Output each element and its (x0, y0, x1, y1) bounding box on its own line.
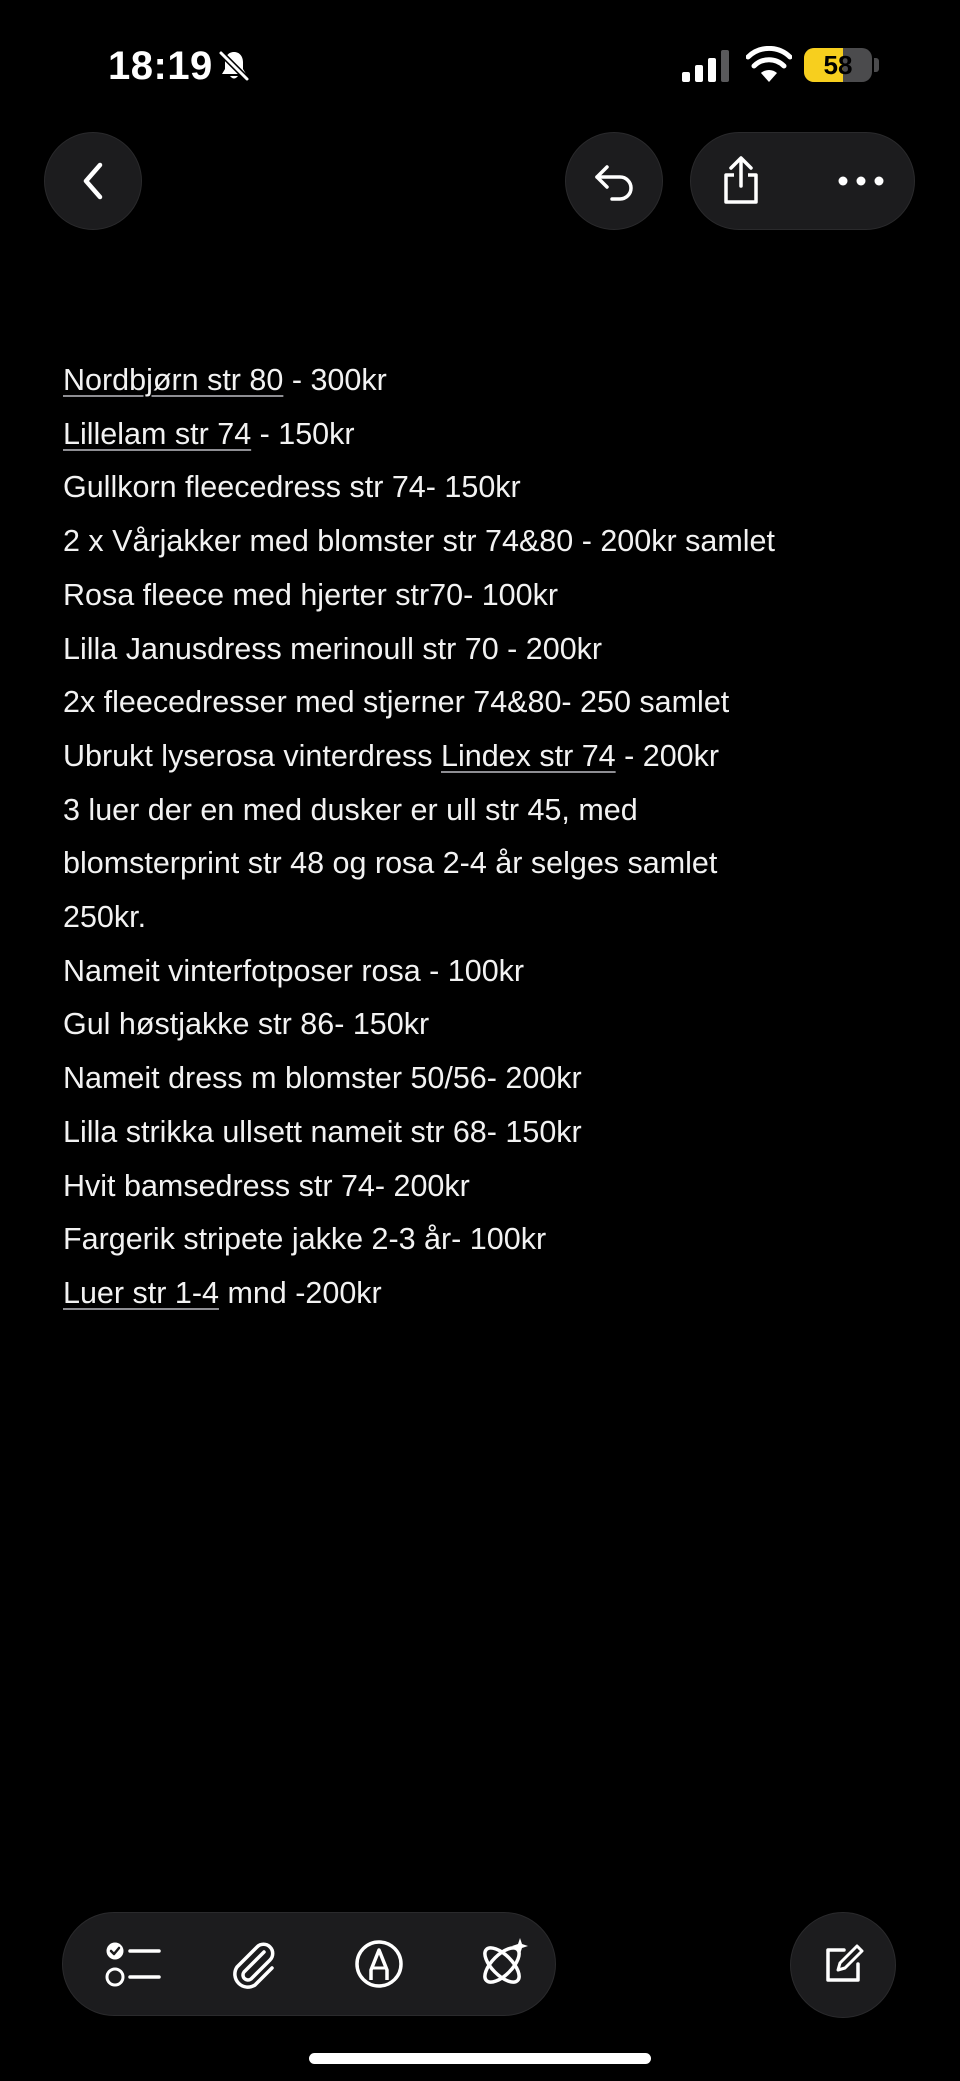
note-line[interactable] (63, 891, 923, 945)
home-indicator[interactable] (309, 2053, 651, 2064)
note-line[interactable] (63, 1106, 923, 1160)
status-bar (0, 0, 960, 130)
share-button[interactable] (691, 133, 791, 229)
checklist-button[interactable] (83, 1913, 183, 2015)
note-text: Lilla strikka ullsett nameit str 68- 150kr (63, 1114, 582, 1149)
note-text: - 150kr (251, 416, 355, 451)
note-text: Ubrukt lyserosa vinterdress (63, 738, 441, 773)
note-text: Lilla Janusdress merinoull str 70 - 200kr (63, 631, 603, 666)
battery-cap (874, 58, 879, 72)
note-line[interactable] (63, 676, 923, 730)
battery-level: 58 (823, 50, 853, 80)
note-text: Rosa fleece med hjerter str70- 100kr (63, 577, 558, 612)
note-line[interactable] (63, 998, 923, 1052)
note-line[interactable] (63, 1160, 923, 1214)
note-line[interactable] (63, 837, 923, 891)
note-text: Hvit bamsedress str 74- 200kr (63, 1168, 470, 1203)
compose-button[interactable] (790, 1912, 896, 2018)
note-text: Nameit dress m blomster 50/56- 200kr (63, 1061, 582, 1096)
chevron-left-icon (78, 161, 108, 201)
note-line[interactable] (63, 784, 923, 838)
actions-group (690, 132, 915, 230)
undo-button[interactable] (565, 132, 663, 230)
note-body[interactable] (63, 354, 923, 1321)
compose-icon (820, 1942, 866, 1988)
note-line[interactable] (63, 1213, 923, 1267)
more-button[interactable] (811, 133, 911, 229)
note-line[interactable] (63, 1052, 923, 1106)
note-text: 2x fleecedresser med stjerner 74&80- 250 samlet (63, 685, 730, 720)
detected-link-text[interactable]: Lindex str 74 (441, 738, 616, 773)
back-button[interactable] (44, 132, 142, 230)
note-line[interactable] (63, 515, 923, 569)
note-line[interactable] (63, 730, 923, 784)
note-text: 3 luer der en med dusker er ull str 45, med (63, 792, 638, 827)
detected-link-text[interactable]: Lillelam str 74 (63, 416, 252, 451)
note-line[interactable] (63, 1267, 923, 1321)
note-text: blomsterprint str 48 og rosa 2-4 år selges samlet (63, 846, 718, 881)
note-line[interactable] (63, 354, 923, 408)
note-line[interactable] (63, 461, 923, 515)
cellular-signal-icon (680, 50, 732, 82)
detected-link-text[interactable]: Nordbjørn str 80 (63, 363, 284, 397)
status-time: 18:19 (108, 44, 213, 88)
bottom-toolbar (62, 1912, 556, 2016)
share-icon (720, 156, 762, 206)
markup-button[interactable] (329, 1913, 429, 2015)
paperclip-icon (228, 1938, 278, 1990)
note-text: - 300kr (283, 363, 387, 397)
note-text: 250kr. (63, 900, 147, 935)
detected-link-text[interactable]: Luer str 1-4 (63, 1275, 219, 1310)
undo-icon (592, 161, 636, 201)
note-text: Fargerik stripete jakke 2-3 år- 100kr (63, 1222, 547, 1257)
checklist-icon (105, 1939, 161, 1989)
apple-intelligence-icon (474, 1936, 532, 1992)
note-text: Gul høstjakke str 86- 150kr (63, 1007, 430, 1042)
ellipsis-icon (838, 176, 884, 186)
note-line[interactable] (63, 945, 923, 999)
markup-pen-icon (353, 1938, 405, 1990)
apple-intelligence-button[interactable] (453, 1913, 553, 2015)
note-text: Gullkorn fleecedress str 74- 150kr (63, 470, 521, 505)
attach-button[interactable] (203, 1913, 303, 2015)
note-line[interactable] (63, 408, 923, 462)
note-line[interactable] (63, 623, 923, 677)
note-text: - 200kr (615, 738, 720, 773)
wifi-icon (746, 46, 792, 82)
bell-slash-icon (216, 48, 252, 84)
note-text: mnd -200kr (218, 1275, 382, 1310)
note-line[interactable] (63, 569, 923, 623)
note-text: Nameit vinterfotposer rosa - 100kr (63, 953, 525, 988)
battery-icon (804, 48, 872, 82)
note-text: 2 x Vårjakker med blomster str 74&80 - 200kr samlet (63, 524, 775, 559)
